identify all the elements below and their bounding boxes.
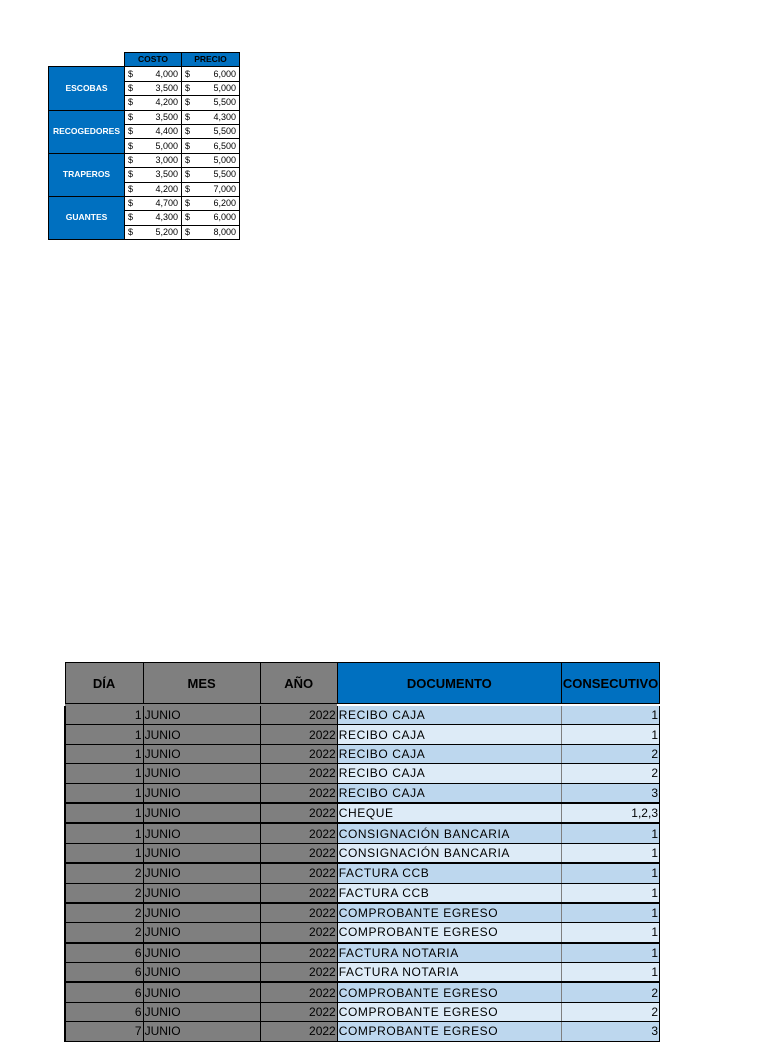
currency-symbol: $ [185, 111, 191, 122]
price-row [49, 67, 240, 81]
year-cell: 2022 [260, 903, 337, 923]
year-cell: 2022 [260, 883, 337, 903]
document-register-table [64, 662, 660, 1042]
consecutive-cell: 2 [561, 982, 659, 1002]
day-cell: 6 [65, 982, 143, 1002]
month-cell: JUNIO [143, 982, 260, 1002]
register-row [65, 863, 660, 883]
register-row [65, 725, 660, 744]
currency-symbol: $ [185, 154, 191, 165]
price-value: 5,500 [213, 126, 236, 137]
document-cell: RECIBO CAJA [337, 706, 561, 725]
price-cell [182, 67, 240, 81]
register-row [65, 803, 660, 823]
consecutive-cell: 1 [561, 823, 659, 843]
month-cell: JUNIO [143, 923, 260, 943]
month-cell: JUNIO [143, 863, 260, 883]
cost-cell [125, 67, 182, 81]
document-cell: COMPROBANTE EGRESO [337, 923, 561, 943]
column-header-mes: MES [143, 663, 260, 704]
year-cell: 2022 [260, 783, 337, 803]
day-cell: 6 [65, 1002, 143, 1021]
price-cell [182, 211, 240, 225]
register-row [65, 943, 660, 963]
consecutive-cell: 1,2,3 [561, 803, 659, 823]
consecutive-cell: 2 [561, 1002, 659, 1021]
price-cell [182, 196, 240, 210]
price-table-body [49, 67, 240, 240]
price-cell [182, 153, 240, 167]
currency-symbol: $ [185, 169, 191, 180]
register-row [65, 903, 660, 923]
price-table-corner [49, 53, 125, 67]
price-cell [182, 168, 240, 182]
currency-symbol: $ [128, 154, 134, 165]
cost-value: 4,200 [155, 183, 178, 194]
document-cell: RECIBO CAJA [337, 725, 561, 744]
consecutive-cell: 3 [561, 783, 659, 803]
currency-symbol: $ [185, 126, 191, 137]
price-value: 4,300 [213, 111, 236, 122]
register-row [65, 963, 660, 983]
day-cell: 1 [65, 725, 143, 744]
register-row [65, 783, 660, 803]
column-header-dia: DÍA [65, 663, 143, 704]
year-cell: 2022 [260, 863, 337, 883]
month-cell: JUNIO [143, 1002, 260, 1021]
currency-symbol: $ [185, 212, 191, 223]
price-value: 5,500 [213, 169, 236, 180]
consecutive-cell: 1 [561, 883, 659, 903]
day-cell: 6 [65, 943, 143, 963]
month-cell: JUNIO [143, 903, 260, 923]
register-row [65, 1022, 660, 1041]
cost-value: 4,300 [155, 212, 178, 223]
price-value: 6,000 [213, 68, 236, 79]
currency-symbol: $ [128, 226, 134, 237]
month-cell: JUNIO [143, 843, 260, 863]
month-cell: JUNIO [143, 764, 260, 783]
year-cell: 2022 [260, 963, 337, 983]
month-cell: JUNIO [143, 783, 260, 803]
product-name-cell: TRAPEROS [49, 153, 125, 196]
day-cell: 1 [65, 764, 143, 783]
register-row [65, 883, 660, 903]
consecutive-cell: 1 [561, 923, 659, 943]
day-cell: 1 [65, 783, 143, 803]
consecutive-cell: 3 [561, 1022, 659, 1041]
cost-cell [125, 124, 182, 138]
cost-cell [125, 182, 182, 196]
cost-value: 4,200 [155, 97, 178, 108]
consecutive-cell: 1 [561, 903, 659, 923]
month-cell: JUNIO [143, 744, 260, 763]
consecutive-cell: 2 [561, 764, 659, 783]
price-row [49, 196, 240, 210]
cost-value: 5,200 [155, 226, 178, 237]
register-row [65, 744, 660, 763]
year-cell: 2022 [260, 725, 337, 744]
currency-symbol: $ [128, 82, 134, 93]
year-cell: 2022 [260, 1002, 337, 1021]
year-cell: 2022 [260, 923, 337, 943]
document-cell: FACTURA NOTARIA [337, 963, 561, 983]
day-cell: 2 [65, 923, 143, 943]
currency-symbol: $ [185, 140, 191, 151]
month-cell: JUNIO [143, 943, 260, 963]
cost-cell [125, 110, 182, 124]
document-cell: FACTURA CCB [337, 863, 561, 883]
cost-value: 4,700 [155, 198, 178, 209]
year-cell: 2022 [260, 803, 337, 823]
currency-symbol: $ [185, 226, 191, 237]
price-cell [182, 96, 240, 110]
year-cell: 2022 [260, 744, 337, 763]
year-cell: 2022 [260, 843, 337, 863]
day-cell: 2 [65, 903, 143, 923]
column-header-documento: DOCUMENTO [337, 663, 561, 704]
document-cell: COMPROBANTE EGRESO [337, 1002, 561, 1021]
year-cell: 2022 [260, 706, 337, 725]
document-cell: COMPROBANTE EGRESO [337, 982, 561, 1002]
currency-symbol: $ [128, 198, 134, 209]
column-header-costo: COSTO [125, 53, 182, 67]
price-value: 6,200 [213, 198, 236, 209]
cost-cell [125, 225, 182, 239]
cost-cell [125, 153, 182, 167]
cost-value: 5,000 [155, 140, 178, 151]
cost-value: 4,400 [155, 126, 178, 137]
column-header-ano: AÑO [260, 663, 337, 704]
price-value: 5,000 [213, 154, 236, 165]
currency-symbol: $ [128, 111, 134, 122]
consecutive-cell: 1 [561, 725, 659, 744]
year-cell: 2022 [260, 982, 337, 1002]
register-table-body [65, 704, 660, 1042]
document-cell: COMPROBANTE EGRESO [337, 1022, 561, 1041]
consecutive-cell: 1 [561, 943, 659, 963]
day-cell: 1 [65, 706, 143, 725]
document-cell: CONSIGNACIÓN BANCARIA [337, 843, 561, 863]
currency-symbol: $ [185, 97, 191, 108]
cost-cell [125, 196, 182, 210]
month-cell: JUNIO [143, 706, 260, 725]
cost-cell [125, 168, 182, 182]
cost-value: 3,500 [155, 169, 178, 180]
consecutive-cell: 1 [561, 863, 659, 883]
register-row [65, 823, 660, 843]
column-header-precio: PRECIO [182, 53, 240, 67]
day-cell: 2 [65, 863, 143, 883]
cost-value: 4,000 [155, 68, 178, 79]
register-row [65, 923, 660, 943]
consecutive-cell: 1 [561, 963, 659, 983]
document-cell: RECIBO CAJA [337, 764, 561, 783]
price-value: 8,000 [213, 226, 236, 237]
column-header-consecutivo: CONSECUTIVO [561, 663, 659, 704]
price-value: 6,000 [213, 212, 236, 223]
consecutive-cell: 2 [561, 744, 659, 763]
register-row [65, 843, 660, 863]
currency-symbol: $ [128, 140, 134, 151]
document-cell: RECIBO CAJA [337, 744, 561, 763]
consecutive-cell: 1 [561, 706, 659, 725]
cost-cell [125, 96, 182, 110]
currency-symbol: $ [185, 198, 191, 209]
day-cell: 2 [65, 883, 143, 903]
year-cell: 2022 [260, 943, 337, 963]
price-cell [182, 81, 240, 95]
price-table [48, 52, 240, 240]
document-cell: CONSIGNACIÓN BANCARIA [337, 823, 561, 843]
cost-value: 3,500 [155, 82, 178, 93]
month-cell: JUNIO [143, 1022, 260, 1041]
year-cell: 2022 [260, 823, 337, 843]
register-row [65, 706, 660, 725]
currency-symbol: $ [185, 68, 191, 79]
price-row [49, 153, 240, 167]
price-cell [182, 225, 240, 239]
currency-symbol: $ [128, 97, 134, 108]
currency-symbol: $ [128, 126, 134, 137]
document-cell: RECIBO CAJA [337, 783, 561, 803]
price-cell [182, 182, 240, 196]
price-cell [182, 139, 240, 153]
cost-value: 3,500 [155, 111, 178, 122]
month-cell: JUNIO [143, 823, 260, 843]
year-cell: 2022 [260, 764, 337, 783]
day-cell: 1 [65, 803, 143, 823]
register-row [65, 982, 660, 1002]
day-cell: 1 [65, 823, 143, 843]
cost-value: 3,000 [155, 154, 178, 165]
price-value: 7,000 [213, 183, 236, 194]
price-row [49, 110, 240, 124]
currency-symbol: $ [128, 169, 134, 180]
month-cell: JUNIO [143, 883, 260, 903]
document-cell: FACTURA NOTARIA [337, 943, 561, 963]
price-value: 5,000 [213, 82, 236, 93]
day-cell: 1 [65, 744, 143, 763]
price-value: 5,500 [213, 97, 236, 108]
cost-cell [125, 81, 182, 95]
currency-symbol: $ [128, 212, 134, 223]
currency-symbol: $ [128, 183, 134, 194]
price-value: 6,500 [213, 140, 236, 151]
day-cell: 6 [65, 963, 143, 983]
consecutive-cell: 1 [561, 843, 659, 863]
document-cell: FACTURA CCB [337, 883, 561, 903]
month-cell: JUNIO [143, 725, 260, 744]
price-cell [182, 124, 240, 138]
document-cell: CHEQUE [337, 803, 561, 823]
year-cell: 2022 [260, 1022, 337, 1041]
day-cell: 1 [65, 843, 143, 863]
register-row [65, 764, 660, 783]
month-cell: JUNIO [143, 963, 260, 983]
cost-cell [125, 211, 182, 225]
month-cell: JUNIO [143, 803, 260, 823]
cost-cell [125, 139, 182, 153]
day-cell: 7 [65, 1022, 143, 1041]
currency-symbol: $ [185, 82, 191, 93]
currency-symbol: $ [128, 68, 134, 79]
price-cell [182, 110, 240, 124]
product-name-cell: ESCOBAS [49, 67, 125, 110]
document-cell: COMPROBANTE EGRESO [337, 903, 561, 923]
product-name-cell: RECOGEDORES [49, 110, 125, 153]
currency-symbol: $ [185, 183, 191, 194]
register-row [65, 1002, 660, 1021]
product-name-cell: GUANTES [49, 196, 125, 239]
